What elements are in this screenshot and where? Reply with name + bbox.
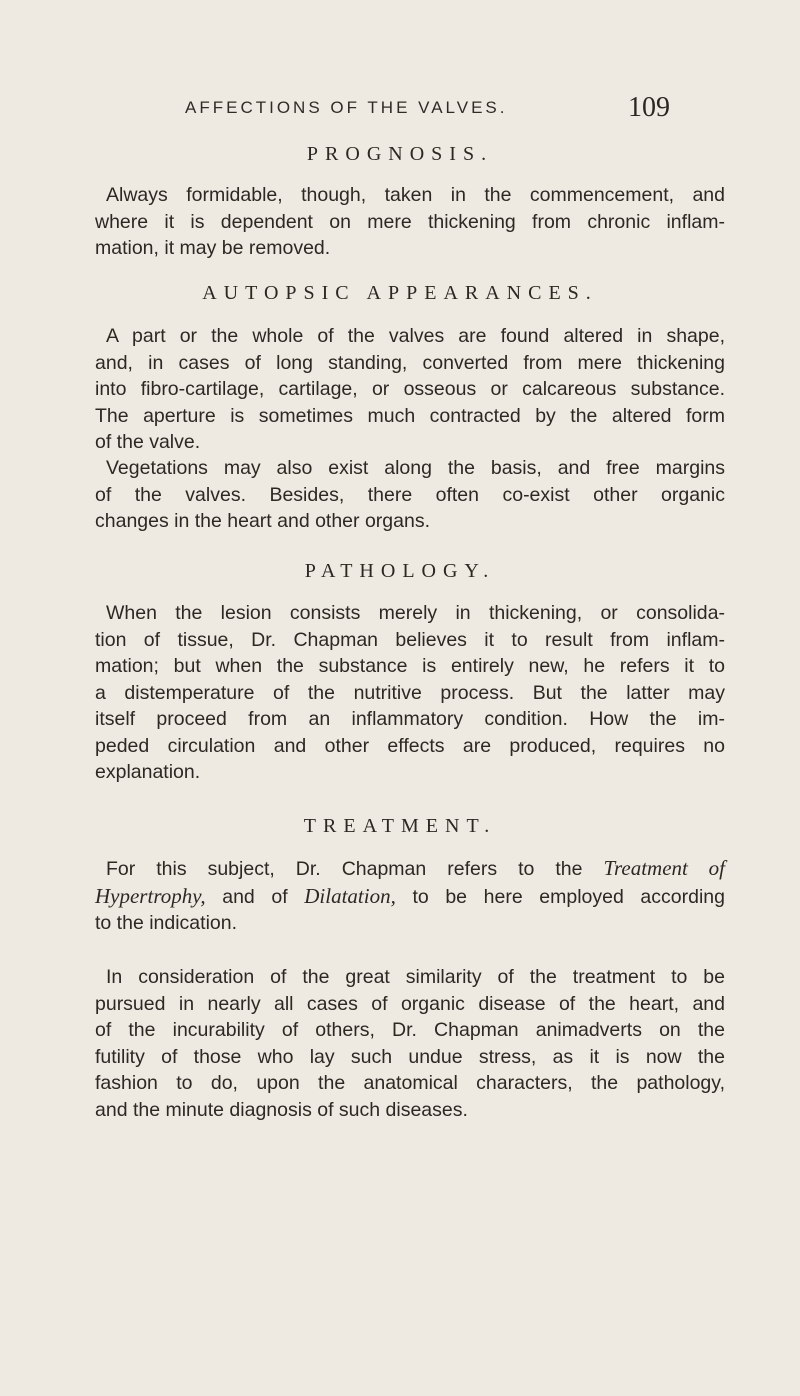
text-line: and, in cases of long standing, converted from mere thickening: [95, 351, 725, 374]
heading-autopsic-appearances: AUTOPSIC APPEARANCES.: [202, 282, 598, 304]
text-line: Vegetations may also exist along the basis, and free margins: [106, 457, 725, 479]
text-line: explanation.: [95, 761, 201, 783]
page-number: 109: [628, 92, 670, 123]
text-line: In consideration of the great similarity of the treatment to be: [106, 966, 725, 988]
text-line: [95, 855, 725, 883]
text-line: mation; but when the substance is entirely new, he refers it to: [95, 655, 725, 677]
treatment-paragraph-2: [95, 964, 725, 1123]
autopsic-paragraph-1: [95, 323, 725, 456]
text-line: mation, it may be removed.: [95, 237, 331, 259]
text-line: changes in the heart and other organs.: [95, 510, 430, 532]
text-line: of the valve.: [95, 431, 201, 453]
heading-prognosis: PROGNOSIS.: [306, 143, 494, 165]
text-line: a distemperature of the nutritive process. But the latter may: [95, 681, 725, 704]
text-run: to be here employed according: [412, 885, 725, 908]
italic-text: Dilatation,: [304, 883, 396, 908]
text-line: A part or the whole of the valves are found altered in shape,: [106, 325, 725, 347]
text-line: itself proceed from an inflammatory condition. How the im-: [95, 708, 725, 730]
autopsic-paragraph-2: [95, 455, 725, 535]
prognosis-paragraph: [95, 182, 725, 262]
text-line: When the lesion consists merely in thickening, or consolida-: [106, 602, 725, 624]
text-line: peded circulation and other effects are produced, requires no: [95, 734, 725, 757]
text-line: tion of tissue, Dr. Chapman believes it to result from inflam-: [95, 628, 725, 651]
text-line: pursued in nearly all cases of organic disease of the heart, and: [95, 992, 725, 1015]
heading-pathology: PATHOLOGY.: [304, 560, 496, 582]
text-line: where it is dependent on mere thickening from chronic inflam-: [95, 210, 725, 233]
text-run: and of: [222, 885, 288, 908]
text-line: of the incurability of others, Dr. Chapman animadverts on the: [95, 1019, 725, 1041]
text-line: [95, 883, 725, 911]
text-line: of the valves. Besides, there often co-exist other organic: [95, 483, 725, 506]
pathology-paragraph: [95, 600, 725, 786]
text-line: fashion to do, upon the anatomical characters, the pathology,: [95, 1072, 725, 1094]
italic-text: Hypertrophy,: [95, 883, 206, 908]
text-run: For this subject, Dr. Chapman refers to the: [106, 858, 583, 880]
text-line: into fibro-cartilage, cartilage, or osseous or calcareous substance.: [95, 378, 725, 400]
text-line: to the indication.: [95, 912, 238, 934]
text-line: The aperture is sometimes much contracted by the altered form: [95, 404, 725, 427]
text-line: and the minute diagnosis of such diseases.: [95, 1098, 468, 1121]
text-line: Always formidable, though, taken in the commencement, and: [106, 184, 725, 206]
italic-text: Treatment of: [603, 856, 726, 880]
text-line: futility of those who lay such undue stress, as it is now the: [95, 1045, 725, 1068]
treatment-paragraph-1: [95, 855, 725, 937]
heading-treatment: TREATMENT.: [303, 815, 497, 837]
running-head: AFFECTIONS OF THE VALVES.: [185, 98, 508, 117]
